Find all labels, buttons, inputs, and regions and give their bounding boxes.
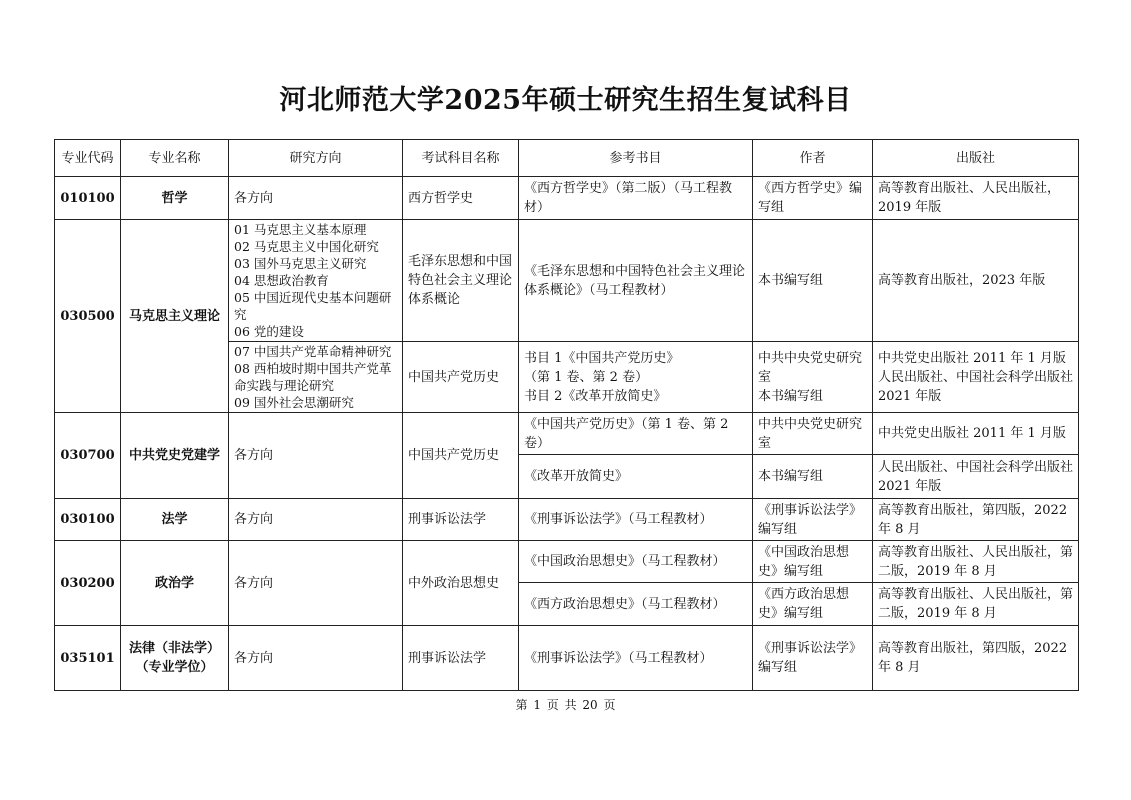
author-cell: 《刑事诉讼法学》编写组	[753, 499, 873, 541]
header-book: 参考书目	[519, 140, 753, 177]
major-line: 法律（非法学）	[128, 641, 220, 656]
direction-cell	[229, 220, 403, 342]
table-row	[55, 541, 1079, 583]
subject-cell: 中外政治思想史	[403, 541, 519, 626]
direction-item: 08 西柏坡时期中国共产党革命实践与理论研究	[234, 361, 392, 393]
book-cell: 《刑事诉讼法学》（马工程教材）	[519, 626, 753, 691]
direction-cell: 各方向	[229, 499, 403, 541]
table-row	[55, 499, 1079, 541]
author-line: 中共中央党史研究室	[758, 350, 863, 385]
major-cell: 马克思主义理论	[121, 220, 229, 413]
major-cell: 法学	[121, 499, 229, 541]
publisher-cell	[873, 342, 1079, 413]
publisher-cell: 高等教育出版社、人民出版社，2019 年版	[873, 177, 1079, 220]
author-cell: 《刑事诉讼法学》编写组	[753, 626, 873, 691]
book-cell: 《西方政治思想史》（马工程教材）	[519, 583, 753, 626]
direction-cell: 各方向	[229, 413, 403, 499]
page-number: 第 1 页 共 20 页	[515, 698, 616, 712]
subject-cell: 中国共产党历史	[403, 342, 519, 413]
subject-cell: 刑事诉讼法学	[403, 499, 519, 541]
subject-cell: 西方哲学史	[403, 177, 519, 220]
publisher-cell: 高等教育出版社、人民出版社，第二版，2019 年 8 月	[873, 541, 1079, 583]
table-row	[55, 177, 1079, 220]
subject-cell: 刑事诉讼法学	[403, 626, 519, 691]
code-cell: 030100	[55, 499, 121, 541]
author-cell: 本书编写组	[753, 455, 873, 499]
code-cell: 030500	[55, 220, 121, 413]
book-cell: 《西方哲学史》（第二版）（马工程教材）	[519, 177, 753, 220]
book-cell: 《改革开放简史》	[519, 455, 753, 499]
book-cell: 《刑事诉讼法学》（马工程教材）	[519, 499, 753, 541]
direction-item: 07 中国共产党革命精神研究	[234, 344, 392, 359]
publisher-cell: 高等教育出版社、人民出版社，第二版，2019 年 8 月	[873, 583, 1079, 626]
direction-cell: 各方向	[229, 177, 403, 220]
publisher-cell: 高等教育出版社，第四版，2022 年 8 月	[873, 626, 1079, 691]
header-author: 作者	[753, 140, 873, 177]
major-cell: 哲学	[121, 177, 229, 220]
publisher-cell: 高等教育出版社，2023 年版	[873, 220, 1079, 342]
book-cell	[519, 342, 753, 413]
header-major: 专业名称	[121, 140, 229, 177]
table-header-row	[55, 140, 1079, 177]
header-subject: 考试科目名称	[403, 140, 519, 177]
author-cell: 《西方哲学史》编写组	[753, 177, 873, 220]
major-cell: 政治学	[121, 541, 229, 626]
page-title: 河北师范大学2025年硕士研究生招生复试科目	[279, 85, 852, 116]
subject-cell: 毛泽东思想和中国特色社会主义理论体系概论	[403, 220, 519, 342]
header-publisher: 出版社	[873, 140, 1079, 177]
author-cell: 本书编写组	[753, 220, 873, 342]
direction-item: 03 国外马克思主义研究	[234, 256, 367, 271]
direction-cell	[229, 342, 403, 413]
direction-item: 06 党的建设	[234, 324, 304, 339]
publisher-cell: 人民出版社、中国社会科学出版社 2021 年版	[873, 455, 1079, 499]
book-line: 书目 2《改革开放简史》	[524, 388, 667, 404]
author-cell: 《西方政治思想史》编写组	[753, 583, 873, 626]
publisher-line: 人民出版社、中国社会科学出版社 2021 年版	[878, 369, 1074, 404]
major-line: （专业学位）	[135, 660, 214, 675]
direction-cell: 各方向	[229, 626, 403, 691]
code-cell: 030700	[55, 413, 121, 499]
direction-item: 09 国外社会思潮研究	[234, 395, 354, 410]
header-direction: 研究方向	[229, 140, 403, 177]
book-cell: 《中国共产党历史》（第 1 卷、第 2 卷）	[519, 413, 753, 455]
direction-cell: 各方向	[229, 541, 403, 626]
exam-subjects-table	[54, 139, 1079, 691]
book-line: 书目 1《中国共产党历史》	[524, 350, 680, 366]
author-cell: 《中国政治思想史》编写组	[753, 541, 873, 583]
publisher-line: 中共党史出版社 2011 年 1 月版	[878, 350, 1066, 366]
major-cell: 中共党史党建学	[121, 413, 229, 499]
direction-item: 04 思想政治教育	[234, 273, 329, 288]
table-row	[55, 626, 1079, 691]
table-row	[55, 413, 1079, 455]
author-cell: 中共中央党史研究室	[753, 413, 873, 455]
direction-item: 05 中国近现代史基本问题研究	[234, 290, 392, 322]
code-cell: 010100	[55, 177, 121, 220]
table-row	[55, 220, 1079, 342]
author-cell	[753, 342, 873, 413]
code-cell: 030200	[55, 541, 121, 626]
publisher-cell: 中共党史出版社 2011 年 1 月版	[873, 413, 1079, 455]
subject-cell: 中国共产党历史	[403, 413, 519, 499]
book-line: （第 1 卷、第 2 卷）	[524, 369, 649, 385]
publisher-cell: 高等教育出版社，第四版，2022 年 8 月	[873, 499, 1079, 541]
book-cell: 《毛泽东思想和中国特色社会主义理论体系概论》（马工程教材）	[519, 220, 753, 342]
header-code: 专业代码	[55, 140, 121, 177]
code-cell: 035101	[55, 626, 121, 691]
book-cell: 《中国政治思想史》（马工程教材）	[519, 541, 753, 583]
direction-item: 01 马克思主义基本原理	[234, 222, 367, 237]
direction-item: 02 马克思主义中国化研究	[234, 239, 379, 254]
major-cell	[121, 626, 229, 691]
author-line: 本书编写组	[758, 388, 824, 404]
